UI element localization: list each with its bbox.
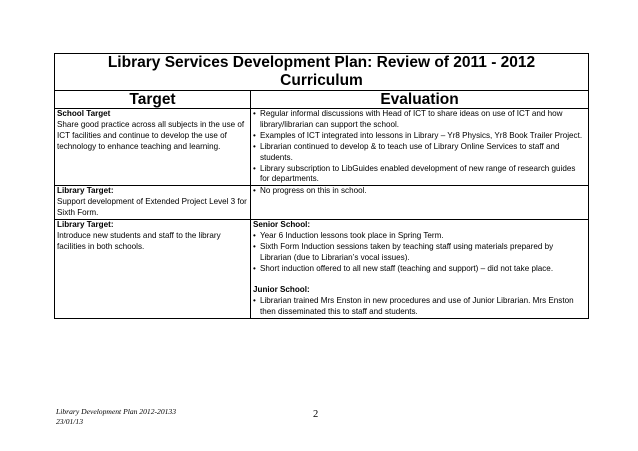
evaluation-bullet: • No progress on this in school. [253, 186, 586, 197]
junior-school-list [253, 296, 586, 318]
footer-date: 23/01/13 [56, 416, 84, 426]
evaluation-cell [251, 186, 589, 220]
target-text: Share good practice across all subjects in the use of ICT facilities and continue to develop the use of technology to enhance teaching and learning. [57, 119, 245, 151]
senior-school-heading: Senior School: [253, 220, 311, 230]
target-heading: Library Target: [57, 186, 114, 196]
evaluation-cell [251, 109, 589, 186]
evaluation-bullet: • Examples of ICT integrated into lessons in Library – Yr8 Physics, Yr8 Book Trailer Project. [253, 131, 586, 142]
evaluation-header: Evaluation [251, 91, 589, 109]
title-row [55, 54, 589, 91]
target-cell [55, 109, 251, 186]
target-text: Support development of Extended Project Level 3 for Sixth Form. [57, 197, 247, 218]
evaluation-bullet: • Library subscription to LibGuides enabled development of new range of research guides for departments. [253, 164, 586, 186]
development-plan-table [54, 53, 589, 319]
senior-school-list [253, 231, 586, 275]
plan-title: Library Services Development Plan: Review of 2011 - 2012 [107, 54, 536, 71]
header-row [55, 91, 589, 109]
junior-school-heading: Junior School: [253, 285, 310, 295]
evaluation-bullet: • Librarian continued to develop & to teach use of Library Online Services to staff and students. [253, 142, 586, 164]
target-heading: Library Target: [57, 220, 114, 230]
target-header: Target [55, 91, 251, 109]
evaluation-bullet: • Year 6 Induction lessons took place in Spring Term. [253, 231, 586, 242]
evaluation-bullet: • Sixth Form Induction sessions taken by teaching staff using materials prepared by Librarian (due to Librarian’s vocal issues). [253, 242, 586, 264]
evaluation-bullet: • Librarian trained Mrs Enston in new procedures and use of Junior Librarian. Mrs Enston then disseminated this to staff and students. [253, 296, 586, 318]
target-heading: School Target [57, 109, 111, 118]
table-row [55, 109, 589, 186]
table-title-cell [55, 54, 589, 91]
page-footer [56, 407, 176, 426]
evaluation-list [253, 186, 586, 197]
table-row [55, 186, 589, 220]
plan-subtitle: Curriculum [280, 72, 363, 89]
evaluation-cell [251, 220, 589, 319]
footer-document-name: Library Development Plan 2012-20133 [56, 407, 177, 416]
evaluation-list [253, 109, 586, 185]
paragraph-spacer [253, 275, 586, 286]
page-number: 2 [313, 409, 319, 420]
target-cell [55, 186, 251, 220]
target-cell [55, 220, 251, 319]
table-row [55, 220, 589, 319]
evaluation-bullet: • Short induction offered to all new staff (teaching and support) – did not take place. [253, 264, 586, 275]
evaluation-bullet: • Regular informal discussions with Head of ICT to share ideas on use of ICT and how library/librarian can support the school. [253, 109, 586, 131]
target-text: Introduce new students and staff to the library facilities in both schools. [57, 230, 221, 251]
